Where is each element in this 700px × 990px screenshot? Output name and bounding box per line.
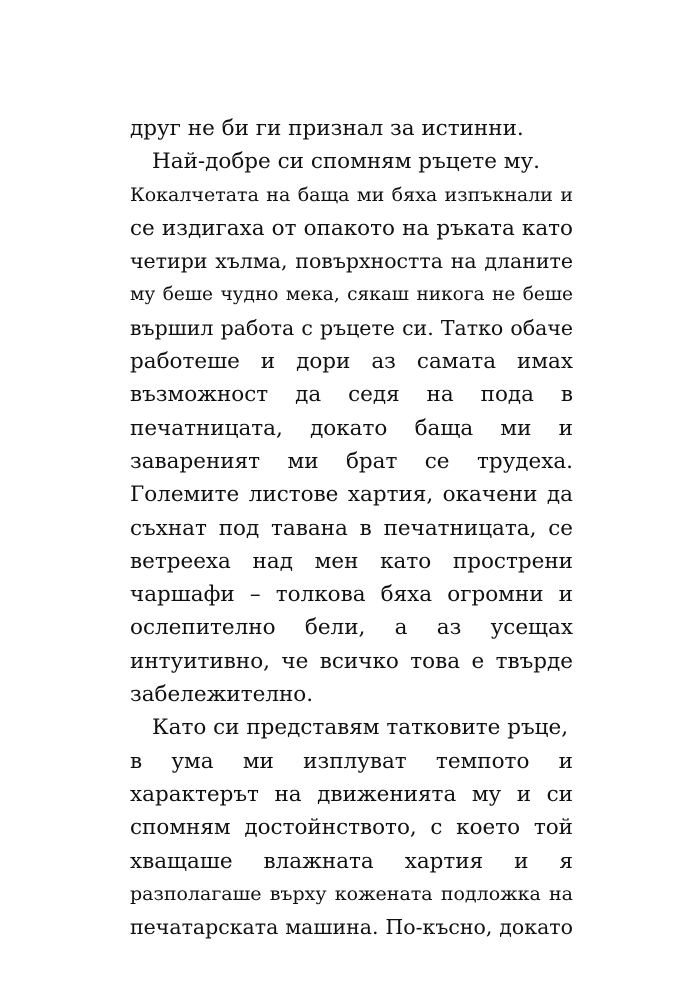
body-text (130, 112, 573, 944)
text-line: завареният ми брат се трудеха. (130, 448, 573, 474)
text-line: печатарската машина. По-късно, докато (130, 915, 573, 940)
text-line: хващаше влажната хартия и я (130, 848, 573, 874)
text-line: работеше и дори аз самата имах (130, 349, 573, 375)
text-line: характерът на движенията му и си (130, 781, 573, 807)
text-line: друг не би ги признал за истинни. (130, 116, 524, 141)
text-line: Големите листове хартия, окачени да (130, 482, 573, 508)
text-line: възможност да седя на пода в (130, 382, 573, 408)
text-line: в ума ми изплуват темпото и (130, 748, 573, 774)
text-line: четири хълма, повърхността на дланите (130, 249, 573, 274)
text-line: интуитивно, че всичко това е твърде (130, 648, 573, 674)
text-line: се издигаха от опакото на ръката като (130, 215, 573, 241)
text-line: Като си представям татковите ръце, (152, 715, 569, 741)
text-line: печатницата, докато баща ми и (130, 415, 573, 441)
text-line: Кокалчетата на баща ми бяха изпъкнали и (130, 183, 573, 206)
text-line: чаршафи – толкова бяха огромни и (130, 582, 573, 608)
text-line: съхнат под тавана в печатницата, се (130, 515, 573, 541)
text-line: вършил работа с ръцете си. Татко обаче (130, 315, 573, 340)
text-line: разполагаше върху кожената подложка на (130, 882, 573, 905)
text-line: ослепително бели, а аз усещах (130, 615, 573, 641)
text-line: Най-добре си спомням ръцете му. (152, 149, 540, 175)
text-line: му беше чудно мека, сякаш никога не беше (130, 284, 573, 306)
text-line: спомням достойнството, с което той (130, 815, 573, 841)
text-line: забележително. (130, 682, 314, 708)
text-line: ветрееха над мен като прострени (130, 548, 573, 574)
